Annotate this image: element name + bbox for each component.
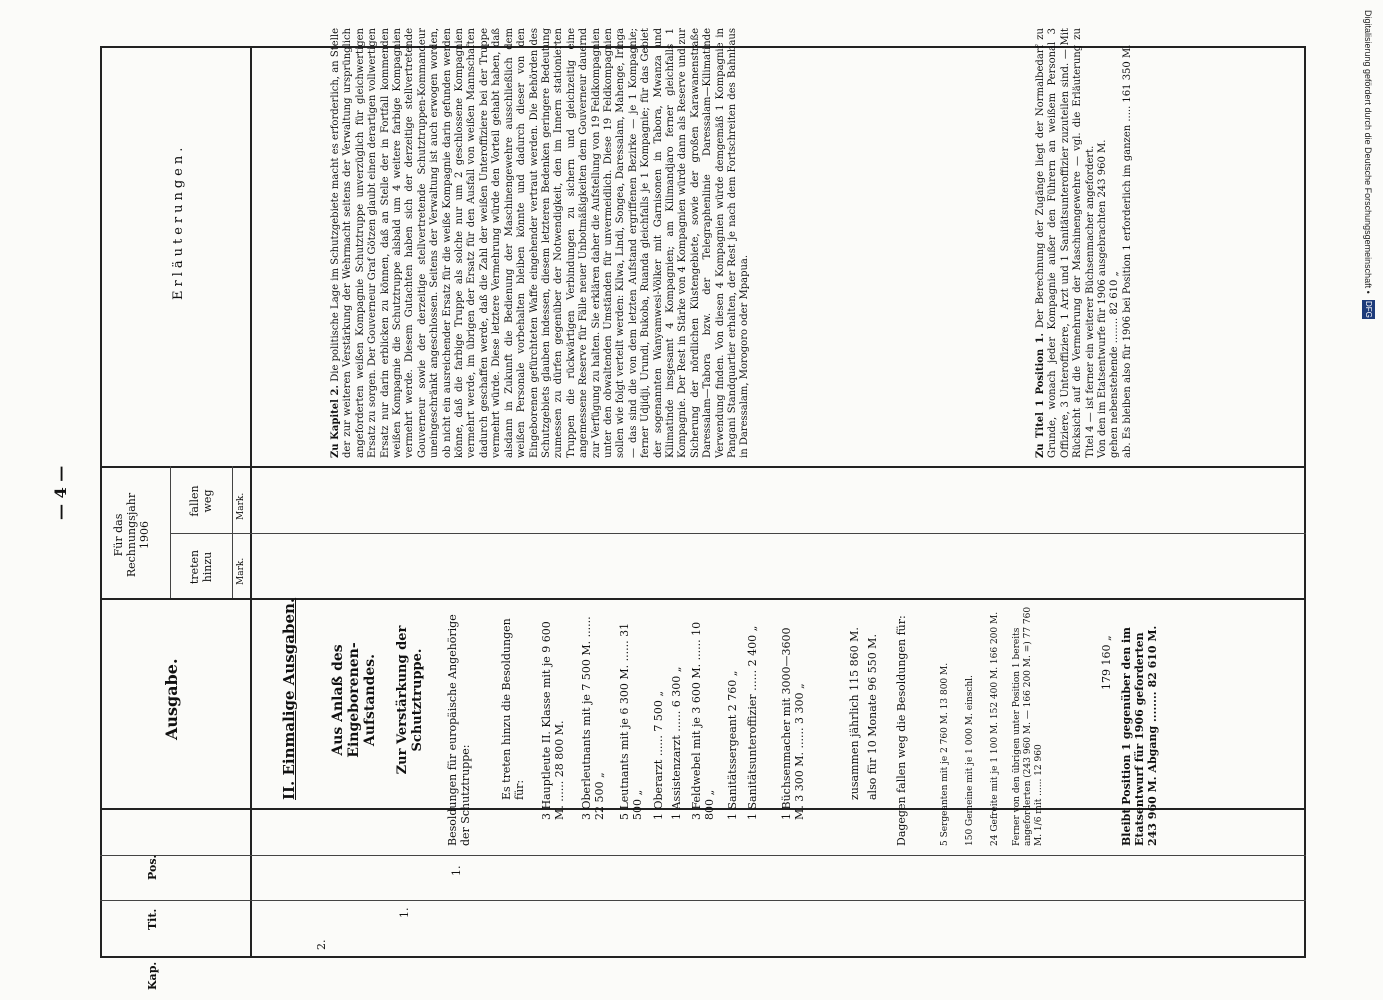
besoldung-row-5: 1 Assistenzarzt ...... 6 300 „: [670, 666, 683, 820]
sum-jaehrlich: zusammen jährlich 115 860 M.: [848, 627, 861, 800]
table-right-border: [1304, 46, 1306, 956]
dagegen-line: Dagegen fallen weg die Besoldungen für:: [895, 615, 908, 846]
header-mark-2: Mark.: [236, 492, 246, 520]
dagegen-row-2: 150 Gemeine mit je 1 000 M. einschl.: [965, 675, 975, 846]
table-left-border: [100, 46, 102, 956]
sum-179160: 179 160 „: [1100, 635, 1113, 690]
dagegen-row-3: 24 Gefreite mit je 1 100 M. 152 400 M. 166 200 M.: [990, 611, 1000, 846]
index-pos: 1.: [450, 865, 463, 876]
header-ausgabe: Ausgabe.: [162, 658, 181, 740]
dfg-side-note: [1362, 10, 1375, 319]
page-number: — 4 —: [51, 465, 70, 520]
erl-titel-1-text: Der Berechnung der Zugänge liegt der Normalbedarf zu Grunde, wonach jeder Kompagnie außer den Führern an weißem Personal 3 Offiziere, 3 Unteroffiziere, 1 Arzt und 1 Sanitätsunteroffizier zuzuteilen sind. — Mit Rücksicht auf die Vermehrung der Maschinengewehre — vgl. die Erläuterung zu Titel 4 — ist ferner ein weiterer Büchsenmacher angefordert.: [1035, 28, 1096, 458]
besoldung-row-7: 1 Sanitätssergeant 2 760 „: [726, 670, 739, 820]
erl-kapitel-2-text: Die politische Lage im Schutzgebiete macht es erforderlich, an Stelle der zur weiteren Verstärkung der Wehrmacht seitens der Verwaltung ursprünglich angeforderten weißen Kompagnie Schutztruppe unverzüglich für gleichwertigen Ersatz zu sorgen. Der Gouverneur Graf Götzen glaubt einen derartigen vollwertigen Ersatz nur darin erblicken zu können, daß an Stelle der in Fortfall kommenden weißen Kompagnie die Schutztruppe alsbald um 4 weitere farbige Kompagnien vermehrt werde. Diesem Gutachten haben sich der derzeitige stellvertretende Gouverneur sowie der derzeitige stellvertretende Schutztruppen-Kommandeur uneingeschränkt angeschlossen. Seitens der Verwaltung ist auch erwogen worden, ob nicht ein ausreichender Ersatz für die weiße Kompagnie darin gefunden werden könne, daß die farbige Truppe als solche nur um 2 geschlossene Kompagnien vermehrt werde, im übrigen der Ersatz für den Ausfall von weißen Mannschaften dadurch geschaffen werde, daß die Zahl der weißen Unteroffiziere bei der Truppe vermehrt würde. Diese letztere Vermehrung würde den Vorteil gehabt haben, daß alsdann in Zukunft die Bedienung der Maschinengewehre ausschließlich dem weißen Personale vorbehalten bleiben könnte und dadurch dieser von den Eingeborenen gefürchteten Waffe eingehender vertraut werden. Die Behörden des Schutzgebiets glauben indessen, diesem letzteren Bedenken geringere Bedeutung zumessen zu dürfen gegenüber der Notwendigkeit, den im Innern stationierten Truppen die rückwärtigen Verbindungen zu sichern und gleichzeitig eine angemessene Reserve für Fälle neuer Unbotmäßigkeiten dem Gouverneur dauernd zur Verfügung zu halten. Sie erklären daher die Aufstellung von 19 Feldkompagnien unter den obwaltenden Umständen für unvermeidlich. Diese 19 Feldkompagnien sollen wie folgt verteilt werden: Kilwa, Lindi, Songea, Daressalam, Mahenge, Iringa — das sind die von dem letzten Aufstand ergriffenen Bezirke — je 1 Kompagnie; ferner Udjidji, Urundi, Bukoba, Ruanda gleichfalls je 1 Kompagnie; für das Gebiet der sogenannten Wanyamwesi-Völker mit Garnisonen in Tabora, Mwanza und Kilimatinde insgesamt 4 Kompagnien; am Kilimandjaro ferner gleichfalls 1 Kompagnie. Der Rest in Stärke von 4 Kompagnien würde dann als Reserve und zur Sicherung der nördlichen Küstengebiete, sowie der großen Karawanenstraße Daressalam—Tabora bzw. der Telegraphenlinie Daressalam—Kilimatinde Verwendung finden. Von diesen 4 Kompagnien würde demgemäß 1 Kompagnie in Pangani Standquartier erhalten, der Rest je nach dem Fortschreiten des Bahnbaus in Daressalam, Morogoro oder Mpapua.: [330, 27, 751, 458]
erl-bleiben: ab. Es bleiben also für 1906 bei Position 1 erforderlich im ganzen ..... 161 350 M.: [1121, 44, 1133, 458]
subtitle: Aus Anlaß des Eingeborenen-Aufstandes.: [330, 642, 378, 758]
header-treten-hinzu: treten hinzu: [188, 549, 214, 585]
header-pos: Pos.: [146, 854, 159, 880]
rechnungsjahr-split: [170, 466, 171, 598]
section-title: II. Einmalige Ausgaben.: [280, 597, 298, 800]
erl-kapitel-2: [330, 28, 752, 458]
besoldung-row-9: 1 Büchsenmacher mit 3000—3600 M. 3 300 M. ...... 3 300 „: [780, 627, 806, 820]
ausgabe-content: [280, 597, 298, 800]
header-tit: Tit.: [146, 908, 159, 930]
header-kap: Kap.: [146, 961, 159, 990]
col-sep-tit-pos: [100, 855, 1306, 856]
besoldungen-line: Besoldungen für europäische Angehörige der Schutztruppe:: [446, 614, 472, 846]
index-tit: 1.: [398, 907, 411, 918]
erl-titel-1-head: Zu Titel 1 Position 1.: [1035, 333, 1046, 458]
subtitle-2: Zur Verstärkung der Schutztruppe.: [395, 625, 425, 775]
dfg-note-text: Digitalisierung gefördert durch die Deutsche Forschungsgemeinschaft •: [1363, 10, 1373, 294]
erl-nebenstehende: gehen nebenstehende ........ 82 610 „: [1109, 271, 1121, 458]
besoldung-row-4: 1 Oberarzt ...... 7 500 „: [652, 690, 665, 820]
col-sep-kap-tit: [100, 900, 1306, 901]
col-sep-treten-fallen: [170, 533, 1306, 534]
header-erlaeuterungen: Erläuterungen.: [171, 143, 186, 300]
besoldung-row-1: 3 Hauptleute II. Klasse mit je 9 600 M. ...... 28 800 M.: [540, 621, 566, 820]
col-sep-fallen-erl: [100, 466, 1306, 468]
header-mark-1: Mark.: [236, 557, 246, 585]
table-bottom-border: [100, 956, 1306, 958]
erl-titel-1: [1035, 28, 1134, 458]
index-kap: 2.: [315, 939, 328, 950]
treten-hinzu-line: Es treten hinzu die Besoldungen für:: [500, 618, 526, 800]
besoldung-row-3: 5 Leutnants mit je 6 300 M. ...... 31 500 „: [618, 622, 644, 820]
dfg-logo: DFG: [1364, 301, 1373, 319]
header-fallen-weg: fallen weg: [188, 485, 214, 517]
header-rechnungsjahr: Für das Rechnungsjahr 1906: [112, 492, 151, 578]
erl-etat-line: Von den im Etatsentwurfe für 1906 ausgebrachten 243 960 M.: [1097, 139, 1109, 458]
besoldung-row-6: 3 Feldwebel mit je 3 600 M. ...... 10 800 „: [690, 621, 716, 820]
ferner-line: Ferner von den übrigen unter Position 1 bereits angeforderten (243 960 M. — 166 200 M. =) 77 760 M. 1/6 mit ...... 12 960: [1012, 606, 1044, 846]
header-separator: [250, 46, 252, 956]
besoldung-row-2: 3 Oberleutnants mit je 7 500 M. ...... 22 500 „: [580, 616, 606, 820]
bleibt-position: Bleibt Position 1 gegenüber den im Etatsentwurf für 1906 geforderten 243 960 M. Abgang ........ 82 610 M.: [1120, 625, 1159, 846]
ausgabe-subtitle-block: [330, 600, 378, 800]
dagegen-row-1: 5 Sergeanten mit je 2 760 M. 13 800 M.: [940, 662, 950, 846]
sum-10-monate: also für 10 Monate 96 550 M.: [866, 634, 879, 800]
besoldung-row-8: 1 Sanitätsunteroffizier ...... 2 400 „: [746, 625, 759, 820]
mark-split: [232, 466, 233, 598]
ausgabe-sub2-block: [395, 600, 425, 800]
erl-kapitel-2-head: Zu Kapitel 2.: [330, 385, 341, 458]
